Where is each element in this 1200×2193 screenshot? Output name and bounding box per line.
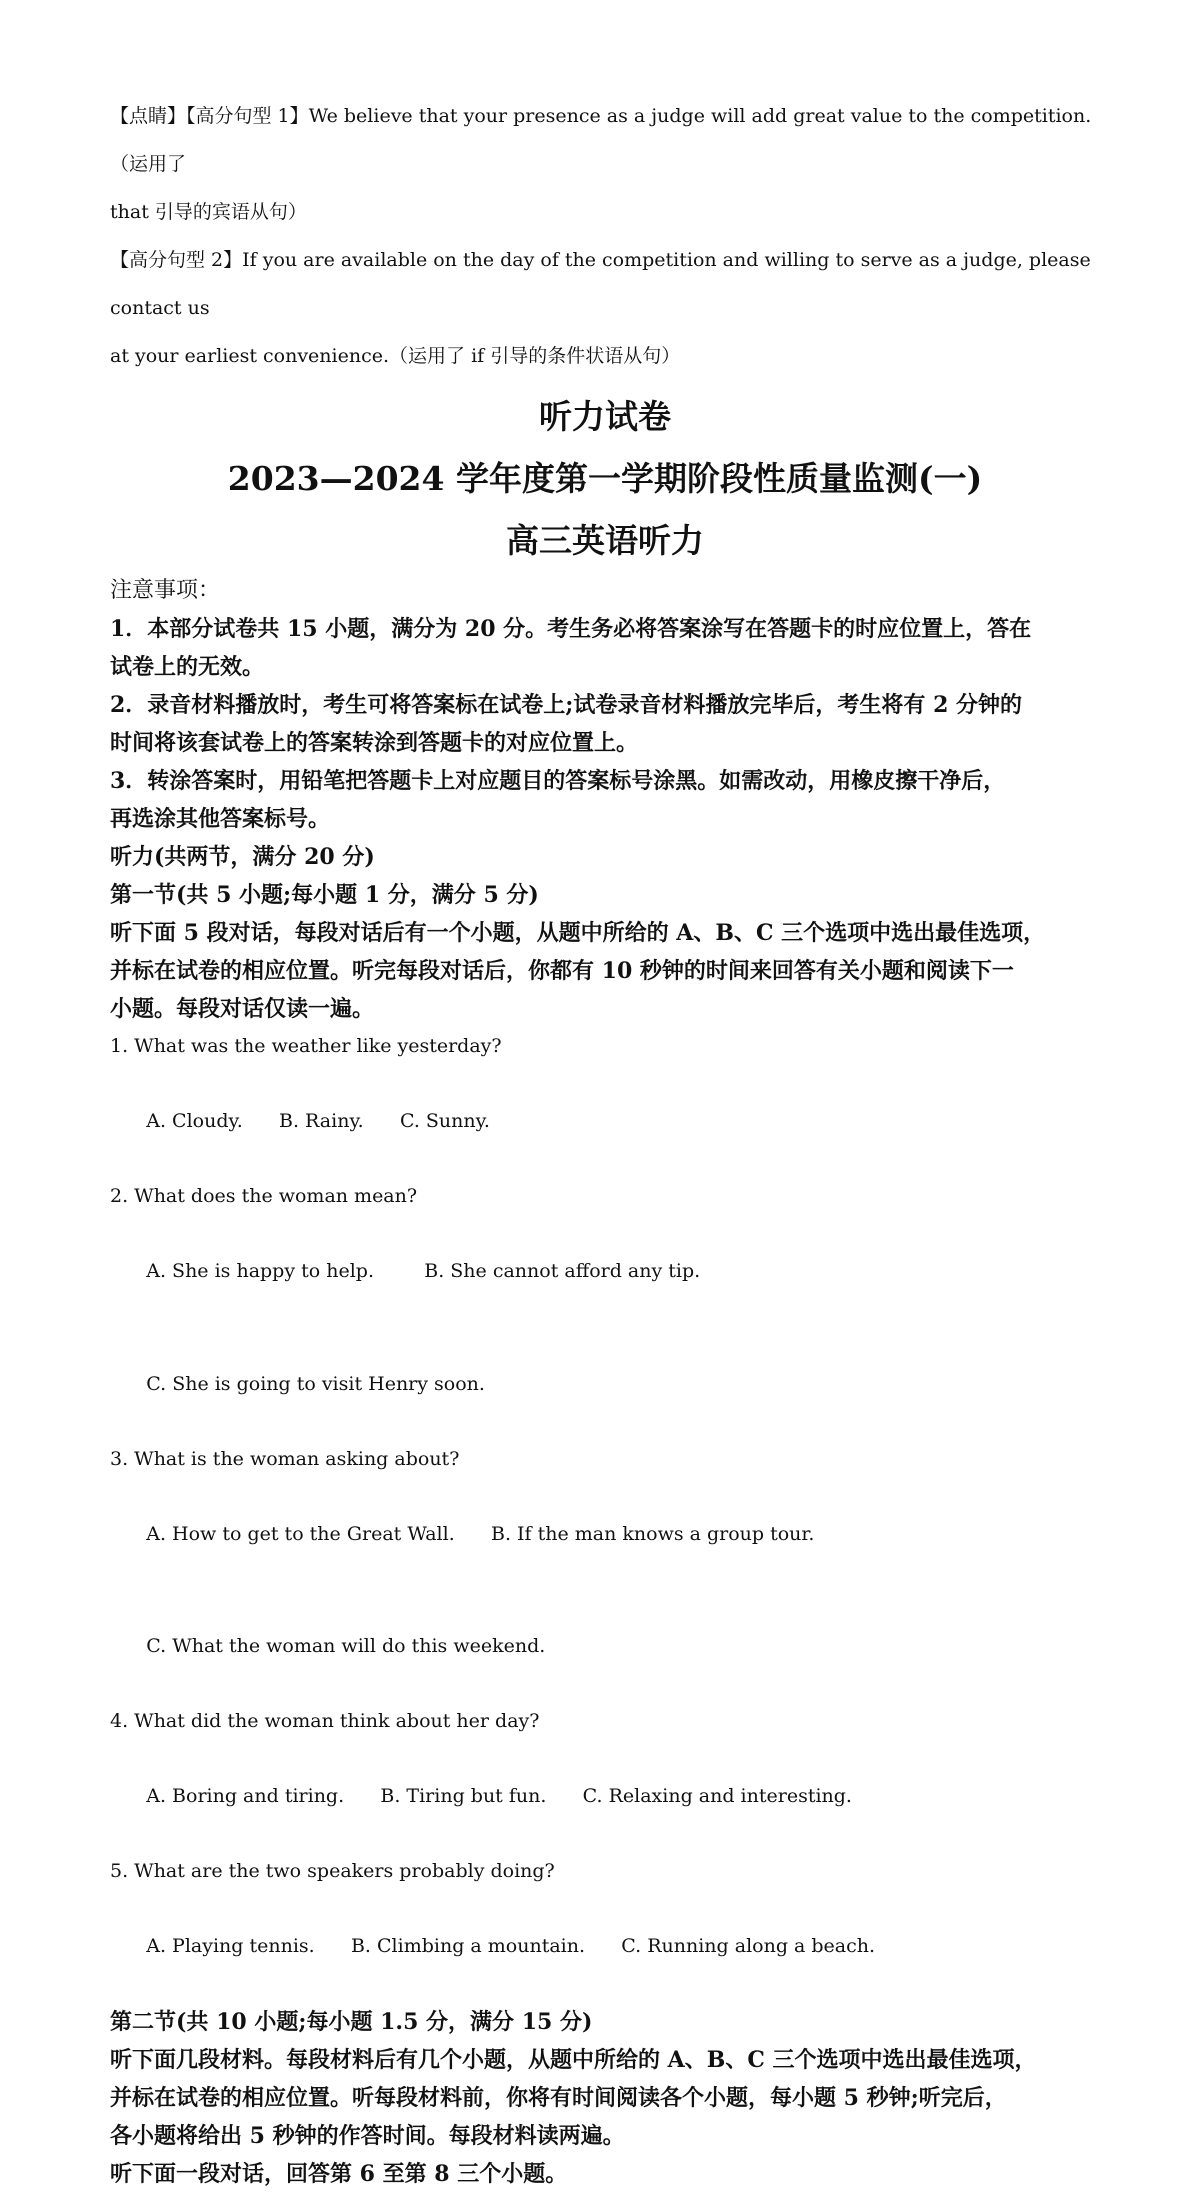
option-c: C. What the woman will do this weekend. bbox=[146, 1635, 546, 1657]
question-1: 1. What was the weather like yesterday? bbox=[110, 1035, 502, 1057]
question-1-options bbox=[110, 1066, 1100, 1179]
highlight-line-1: 【点睛】【高分句型 1】We believe that your presence as a judge will add great value to the competition.（运用了 bbox=[110, 105, 1092, 175]
question-5: 5. What are the two speakers probably doing? bbox=[110, 1860, 555, 1882]
notice-heading: 注意事项： bbox=[110, 578, 221, 603]
question-4: 4. What did the woman think about her day? bbox=[110, 1710, 540, 1732]
option-b: B. She cannot afford any tip. bbox=[424, 1260, 701, 1282]
section-1-instructions-b: 并标在试卷的相应位置。听完每段对话后，你都有 10 秒钟的时间来回答有关小题和阅读下一 bbox=[110, 958, 1014, 984]
option-c: C. Sunny. bbox=[399, 1110, 490, 1132]
question-3-options bbox=[110, 1478, 1100, 1591]
option-a: A. Cloudy. bbox=[146, 1110, 243, 1132]
option-c: C. Running along a beach. bbox=[621, 1935, 876, 1957]
highlight-line-3: 【高分句型 2】If you are available on the day of the competition and willing to serve as a judge, please contact us bbox=[110, 249, 1091, 319]
question-3-options-row-2 bbox=[110, 1591, 1100, 1704]
highlight-line-2: that 引导的宾语从句） bbox=[110, 201, 307, 223]
notice-item-1a: 1．本部分试卷共 15 小题，满分为 20 分。考生务必将答案涂写在答题卡的时应位置上，答在 bbox=[110, 616, 1032, 642]
section-1-instructions-a: 听下面 5 段对话，每段对话后有一个小题，从题中所给的 A、B、C 三个选项中选出最佳选项， bbox=[110, 920, 1046, 946]
question-2-options-row-2 bbox=[110, 1328, 1100, 1441]
question-2-options bbox=[110, 1216, 1100, 1329]
question-2: 2. What does the woman mean? bbox=[110, 1185, 418, 1207]
highlight-line-4: at your earliest convenience.（运用了 if 引导的条件状语从句） bbox=[110, 345, 681, 367]
question-5-options bbox=[110, 1891, 1100, 2004]
notice-item-2b: 时间将该套试卷上的答案转涂到答题卡的对应位置上。 bbox=[110, 730, 639, 756]
option-b: B. If the man knows a group tour. bbox=[490, 1522, 815, 1545]
option-b: B. Rainy. bbox=[279, 1110, 364, 1132]
option-a: A. She is happy to help. bbox=[146, 1260, 374, 1282]
option-b: B. Tiring but fun. bbox=[380, 1785, 547, 1807]
option-a: A. Playing tennis. bbox=[146, 1935, 315, 1957]
option-a: A. How to get to the Great Wall. bbox=[146, 1522, 455, 1545]
subject-title: 高三英语听力 bbox=[506, 521, 704, 560]
section-1-instructions-c: 小题。每段对话仅读一遍。 bbox=[110, 996, 375, 1022]
exam-term-title: 2023—2024 学年度第一学期阶段性质量监测(一) bbox=[227, 459, 983, 498]
paper-title: 听力试卷 bbox=[539, 397, 671, 436]
section-2-header: 第二节(共 10 小题;每小题 1.5 分，满分 15 分) bbox=[110, 2009, 593, 2035]
section-1-header: 第一节(共 5 小题;每小题 1 分，满分 5 分) bbox=[110, 882, 539, 908]
option-b: B. Climbing a mountain. bbox=[350, 1935, 586, 1957]
notice-item-3b: 再选涂其他答案标号。 bbox=[110, 806, 331, 832]
section-2-instructions-c: 各小题将给出 5 秒钟的作答时间。每段材料读两遍。 bbox=[110, 2123, 625, 2149]
notice-item-1b: 试卷上的无效。 bbox=[110, 654, 265, 680]
option-a: A. Boring and tiring. bbox=[146, 1785, 345, 1807]
question-3: 3. What is the woman asking about? bbox=[110, 1447, 460, 1470]
listening-header: 听力(共两节，满分 20 分) bbox=[110, 844, 375, 870]
option-c: C. She is going to visit Henry soon. bbox=[146, 1372, 485, 1395]
notice-item-3a: 3．转涂答案时，用铅笔把答题卡上对应题目的答案标号涂黑。如需改动，用橡皮擦干净后， bbox=[110, 768, 1006, 794]
page-content bbox=[110, 92, 1100, 2193]
question-4-options bbox=[110, 1741, 1100, 1854]
section-2-dialogue-intro: 听下面一段对话，回答第 6 至第 8 三个小题。 bbox=[110, 2161, 568, 2187]
notice-item-2a: 2．录音材料播放时，考生可将答案标在试卷上;试卷录音材料播放完毕后，考生将有 2 分钟的 bbox=[110, 692, 1023, 718]
section-2-instructions-b: 并标在试卷的相应位置。听每段材料前，你将有时间阅读各个小题，每小题 5 秒钟;听完后， bbox=[110, 2085, 1007, 2111]
option-c: C. Relaxing and interesting. bbox=[582, 1785, 852, 1807]
section-2-instructions-a: 听下面几段材料。每段材料后有几个小题，从题中所给的 A、B、C 三个选项中选出最佳选项， bbox=[110, 2047, 1037, 2073]
